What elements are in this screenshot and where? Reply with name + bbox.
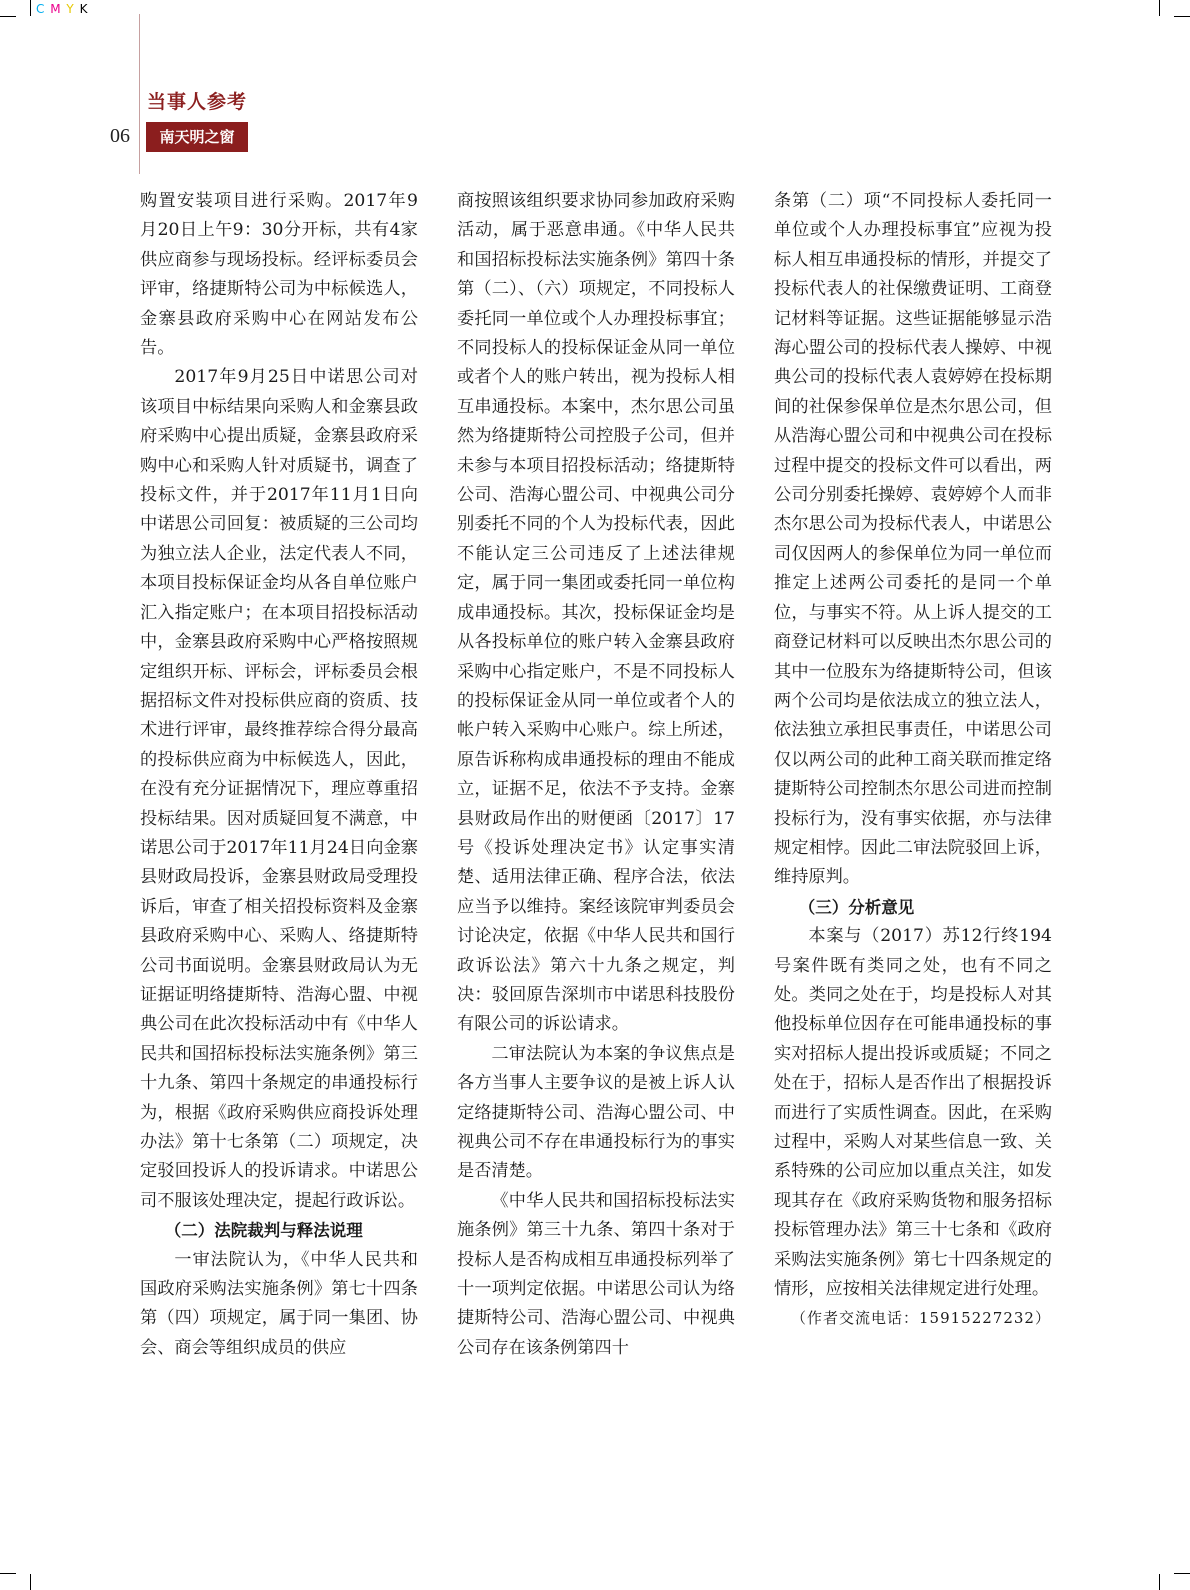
crop-mark-top-left-v (30, 0, 31, 16)
paragraph: 一审法院认为，《中华人民共和国政府采购法实施条例》第七十四条第（四）项规定，属于同一集团、协会、商会等组织成员的供应 (140, 1249, 418, 1358)
page-number: 06 (110, 125, 130, 147)
article-column-1 (140, 187, 418, 1363)
section-title: 当事人参考 (147, 91, 248, 113)
column-badge: 南天明之窗 (146, 122, 248, 152)
cmyk-c: C (36, 2, 46, 16)
paragraph: 2017年9月25日中诺思公司对该项目中标结果向采购人和金寨县政府采购中心提出质疑，金寨县政府采购中心和采购人针对质疑书，调查了投标文件，并于2017年11月1日向中诺思公司回复：被质疑的三公司均为独立法人企业，法定代表人不同，本项目投标保证金均从各自单位账户汇入指定账户；在本项目招投标活动中，金寨县政府采购中心严格按照规定组织开标、评标会，评标委员会根据招标文件对投标供应商的资质、技术进行评审，最终推荐综合得分最高的投标供应商为中标候选人，因此，在没有充分证据情况下，理应尊重招投标结果。因对质疑回复不满意，中诺思公司于2017年11月24日向金寨县财政局投诉，金寨县财政局受理投诉后，审查了相关招投标资料及金寨县政府采购中心、采购人、络捷斯特公司书面说明。金寨县财政局认为无证据证明络捷斯特、浩海心盟、中视典公司在此次投标活动中有《中华人民共和国招标投标法实施条例》第三十九条、第四十条规定的串通投标行为，根据《政府采购供应商投诉处理办法》第十七条第（二）项规定，决定驳回投诉人的投诉请求。中诺思公司不服该处理决定，提起行政诉讼。 (140, 367, 418, 1211)
paragraph: 本案与（2017）苏12行终194号案件既有类同之处，也有不同之处。类同之处在于，均是投标人对其他投标单位因存在可能串通投标的事实对招标人提出投诉或质疑；不同之处在于，招标人是否作出了根据投诉而进行了实质性调查。因此，在采购过程中，采购人对某些信息一致、关系特殊的公司应加以重点关注，如发现其存在《政府采购货物和服务招标投标管理办法》第三十七条和《政府采购法实施条例》第七十四条规定的情形，应按相关法律规定进行处理。 (774, 926, 1052, 1300)
cmyk-k: K (79, 2, 89, 16)
crop-mark-bottom-left-v (30, 1574, 31, 1590)
paragraph: 购置安装项目进行采购。2017年9月20日上午9：30分开标，共有4家供应商参与现场投标。经评标委员会评审，络捷斯特公司为中标候选人，金寨县政府采购中心在网站发布公告。 (140, 191, 418, 359)
subheading: （二）法院裁判与释法说理 (164, 1221, 363, 1241)
paragraph: 《中华人民共和国招标投标法实施条例》第三十九条、第四十条对于投标人是否构成相互串通投标列举了十一项判定依据。中诺思公司认为络捷斯特公司、浩海心盟公司、中视典公司存在该条例第四十 (457, 1190, 735, 1358)
crop-mark-top-right-v (1159, 0, 1160, 16)
paragraph: 二审法院认为本案的争议焦点是各方当事人主要争议的是被上诉人认定络捷斯特公司、浩海心盟公司、中视典公司不存在串通投标行为的事实是否清楚。 (457, 1043, 735, 1182)
author-contact-note: （作者交流电话：15915227232） (791, 1309, 1051, 1328)
paragraph: 商按照该组织要求协同参加政府采购活动，属于恶意串通。《中华人民共和国招标投标法实施条例》第四十条第（二）、（六）项规定，不同投标人委托同一单位或个人办理投标事宜；不同投标人的投标保证金从同一单位或者个人的账户转出，视为投标人相互串通投标。本案中，杰尔思公司虽然为络捷斯特公司控股子公司，但并未参与本项目招投标活动；络捷斯特公司、浩海心盟公司、中视典公司分别委托不同的个人为投标代表，因此不能认定三公司违反了上述法律规定，属于同一集团或委托同一单位构成串通投标。其次，投标保证金均是从各投标单位的账户转入金寨县政府采购中心指定账户，不是不同投标人的投标保证金从同一单位或者个人的帐户转入采购中心账户。综上所述，原告诉称构成串通投标的理由不能成立，证据不足，依法不予支持。金寨县财政局作出的财便函〔2017〕17号《投诉处理决定书》认定事实清楚、适用法律正确、程序合法，依法应当予以维持。案经该院审判委员会讨论决定，依据《中华人民共和国行政诉讼法》第六十九条之规定，判决：驳回原告深圳市中诺思科技股份有限公司的诉讼请求。 (457, 191, 735, 1035)
crop-mark-bottom-right-v (1159, 1574, 1160, 1590)
crop-mark-bottom-right-h (1174, 1573, 1190, 1574)
subheading: （三）分析意见 (798, 897, 915, 917)
article-column-2 (457, 187, 735, 1363)
cmyk-m: M (50, 2, 62, 16)
cmyk-y: Y (66, 2, 75, 16)
crop-mark-top-left-h (0, 16, 16, 17)
crop-mark-top-right-h (1174, 16, 1190, 17)
cmyk-print-marks (36, 2, 88, 16)
article-column-3 (774, 187, 1052, 1334)
paragraph: 条第（二）项“不同投标人委托同一单位或个人办理投标事宜”应视为投标人相互串通投标的情形，并提交了投标代表人的社保缴费证明、工商登记材料等证据。这些证据能够显示浩海心盟公司的投标代表人操婷、中视典公司的投标代表人袁婷婷在投标期间的社保参保单位是杰尔思公司，但从浩海心盟公司和中视典公司在投标过程中提交的投标文件可以看出，两公司分别委托操婷、袁婷婷个人而非杰尔思公司为投标代表人，中诺思公司仅因两人的参保单位为同一单位而推定上述两公司委托的是同一个单位，与事实不符。从上诉人提交的工商登记材料可以反映出杰尔思公司的其中一位股东为络捷斯特公司，但该两个公司均是依法成立的独立法人，依法独立承担民事责任，中诺思公司仅以两公司的此种工商关联而推定络捷斯特公司控制杰尔思公司进而控制投标行为，没有事实依据，亦与法律规定相悖。因此二审法院驳回上诉，维持原判。 (774, 191, 1052, 888)
crop-mark-bottom-left-h (0, 1573, 16, 1574)
header-rule (139, 14, 140, 174)
